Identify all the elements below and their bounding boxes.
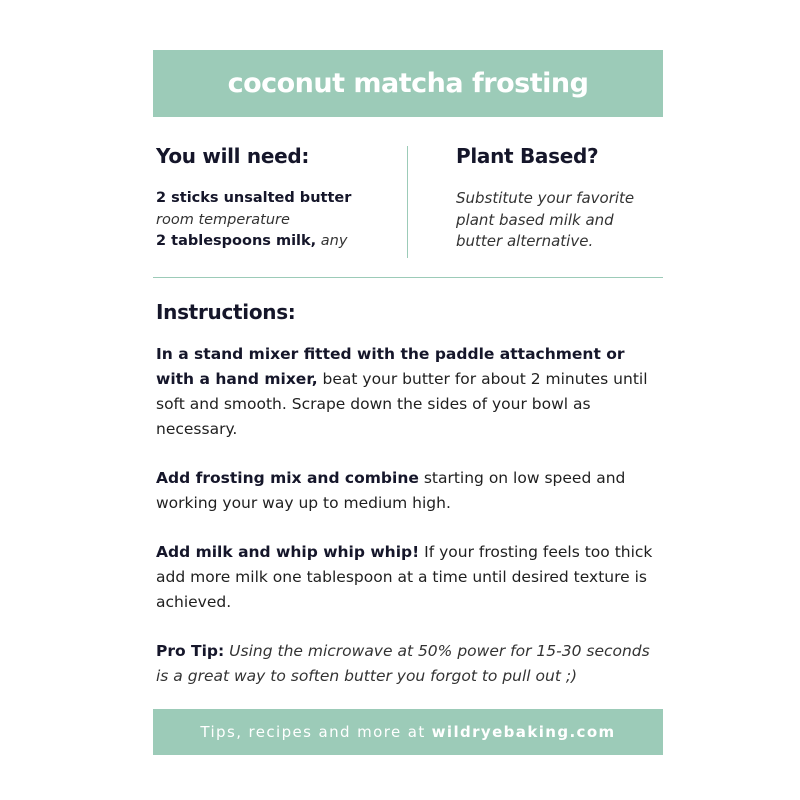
- footer-text: Tips, recipes and more at: [200, 723, 426, 741]
- recipe-card: [153, 50, 663, 755]
- instructions-heading: Instructions:: [156, 300, 296, 324]
- website-link[interactable]: wildryebaking.com: [431, 723, 616, 741]
- instruction-step: In a stand mixer fitted with the paddle attachment or with a hand mixer, beat your butter for about 2 minutes until soft and smooth. Scrape down the sides of your bowl as necessary.: [156, 345, 648, 438]
- vertical-divider: [407, 146, 408, 258]
- plant-based-heading: Plant Based?: [456, 144, 599, 168]
- instruction-steps: [156, 342, 666, 689]
- ingredient-name: 2 tablespoons milk,: [156, 233, 317, 249]
- ingredients-heading: You will need:: [156, 144, 310, 168]
- header-banner: [153, 50, 663, 117]
- horizontal-divider: [153, 277, 663, 278]
- instructions-section: [156, 300, 666, 713]
- instruction-step: Add frosting mix and combine starting on low speed and working your way up to medium high.: [156, 469, 626, 512]
- ingredient-note: room temperature: [156, 211, 290, 228]
- instruction-step: Add milk and whip whip whip! If your frosting feels too thick add more milk one tablespoon at a time until desired texture is achieved.: [156, 543, 653, 611]
- footer-banner: [153, 709, 663, 755]
- ingredient-note: any: [320, 233, 348, 249]
- recipe-title: coconut matcha frosting: [227, 68, 589, 99]
- ingredient-item: [156, 188, 396, 210]
- pro-tip: Pro Tip: Using the microwave at 50% power for 15-30 seconds is a great way to soften butter you forgot to pull out ;): [156, 642, 650, 685]
- plant-based-section: [456, 144, 661, 253]
- ingredients-section: [156, 144, 396, 253]
- ingredient-item: [156, 231, 396, 253]
- plant-based-text: Substitute your favorite plant based milk and butter alternative.: [456, 189, 635, 250]
- ingredients-list: [156, 188, 396, 253]
- ingredient-name: 2 sticks unsalted butter: [156, 190, 352, 206]
